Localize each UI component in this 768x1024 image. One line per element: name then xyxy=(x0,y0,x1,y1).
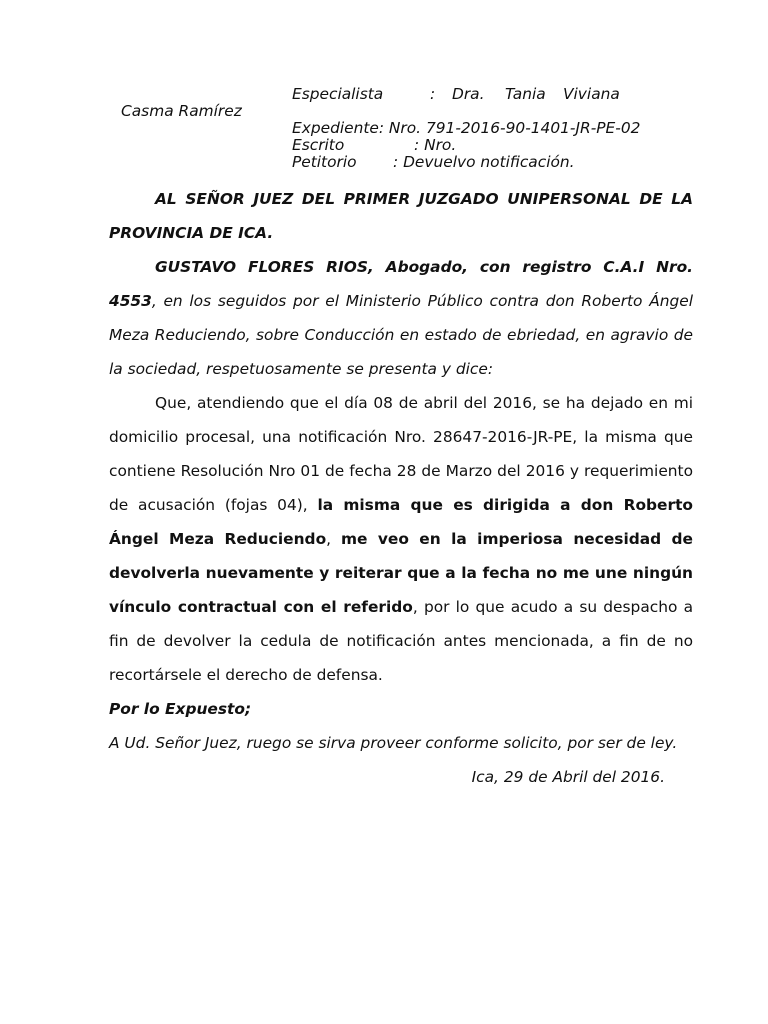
addressee-heading: AL SEÑOR JUEZ DEL PRIMER JUZGADO UNIPERSONAL DE LA PROVINCIA DE ICA. xyxy=(109,190,693,242)
main-paragraph xyxy=(109,386,693,692)
escrito-value: : Nro. xyxy=(414,136,457,154)
petitorio-label: Petitorio xyxy=(292,153,357,171)
expediente-value: : Nro. 791-2016-90-1401-JR-PE-02 xyxy=(378,119,641,137)
especialista-second-name: Viviana xyxy=(563,85,620,103)
especialista-label: Especialista xyxy=(292,85,384,103)
intro-paragraph xyxy=(109,250,693,386)
expediente-label: Expediente xyxy=(292,119,379,137)
date-line: Ica, 29 de Abril del 2016. xyxy=(471,768,665,786)
especialista-line xyxy=(292,85,620,103)
especialista-continuation: Casma Ramírez xyxy=(121,102,242,120)
main-text-1: Que, atendiendo que el día 08 de abril del 2016, se ha dejado en mi domicilio procesal, una notificación Nro. 28647-2016-JR-PE, la misma que contiene Resolución Nro 01 de fecha 28 de Marzo del 2016 y requerimiento de acusación (fojas 04), xyxy=(109,394,693,514)
main-text-2: , xyxy=(326,530,341,548)
lawyer-identification: GUSTAVO FLORES RIOS, Abogado, con registro C.A.I Nro. 4553 xyxy=(109,258,693,310)
especialista-title: Dra. xyxy=(452,85,485,103)
intro-text: , en los seguidos por el Ministerio Público contra don Roberto Ángel Meza Reduciendo, sobre Conducción en estado de ebriedad, en agravio de la sociedad, respetuosamente se presenta y dice: xyxy=(109,292,693,378)
petitorio-line xyxy=(292,153,575,171)
main-bold-2: me veo en la imperiosa necesidad de devolverla nuevamente y reiterar que a la fecha no me une ningún vínculo contractual con el referido xyxy=(109,530,693,616)
main-bold-1: la misma que es dirigida a don Roberto Ángel Meza Reduciendo xyxy=(109,496,693,548)
main-text-3: , por lo que acudo a su despacho a fin de devolver la cedula de notificación antes mencionada, a fin de no recortársele el derecho de defensa. xyxy=(109,598,693,684)
especialista-first-name: Tania xyxy=(505,85,546,103)
document-body xyxy=(109,182,693,794)
especialista-separator: : xyxy=(430,85,436,103)
expediente-line xyxy=(292,119,640,137)
escrito-line xyxy=(292,136,456,154)
closing-text: A Ud. Señor Juez, ruego se sirva proveer conforme solicito, por ser de ley. xyxy=(109,734,678,752)
petitorio-value: : Devuelvo notificación. xyxy=(393,153,575,171)
escrito-label: Escrito xyxy=(292,136,345,154)
closing-heading: Por lo Expuesto; xyxy=(109,700,252,718)
